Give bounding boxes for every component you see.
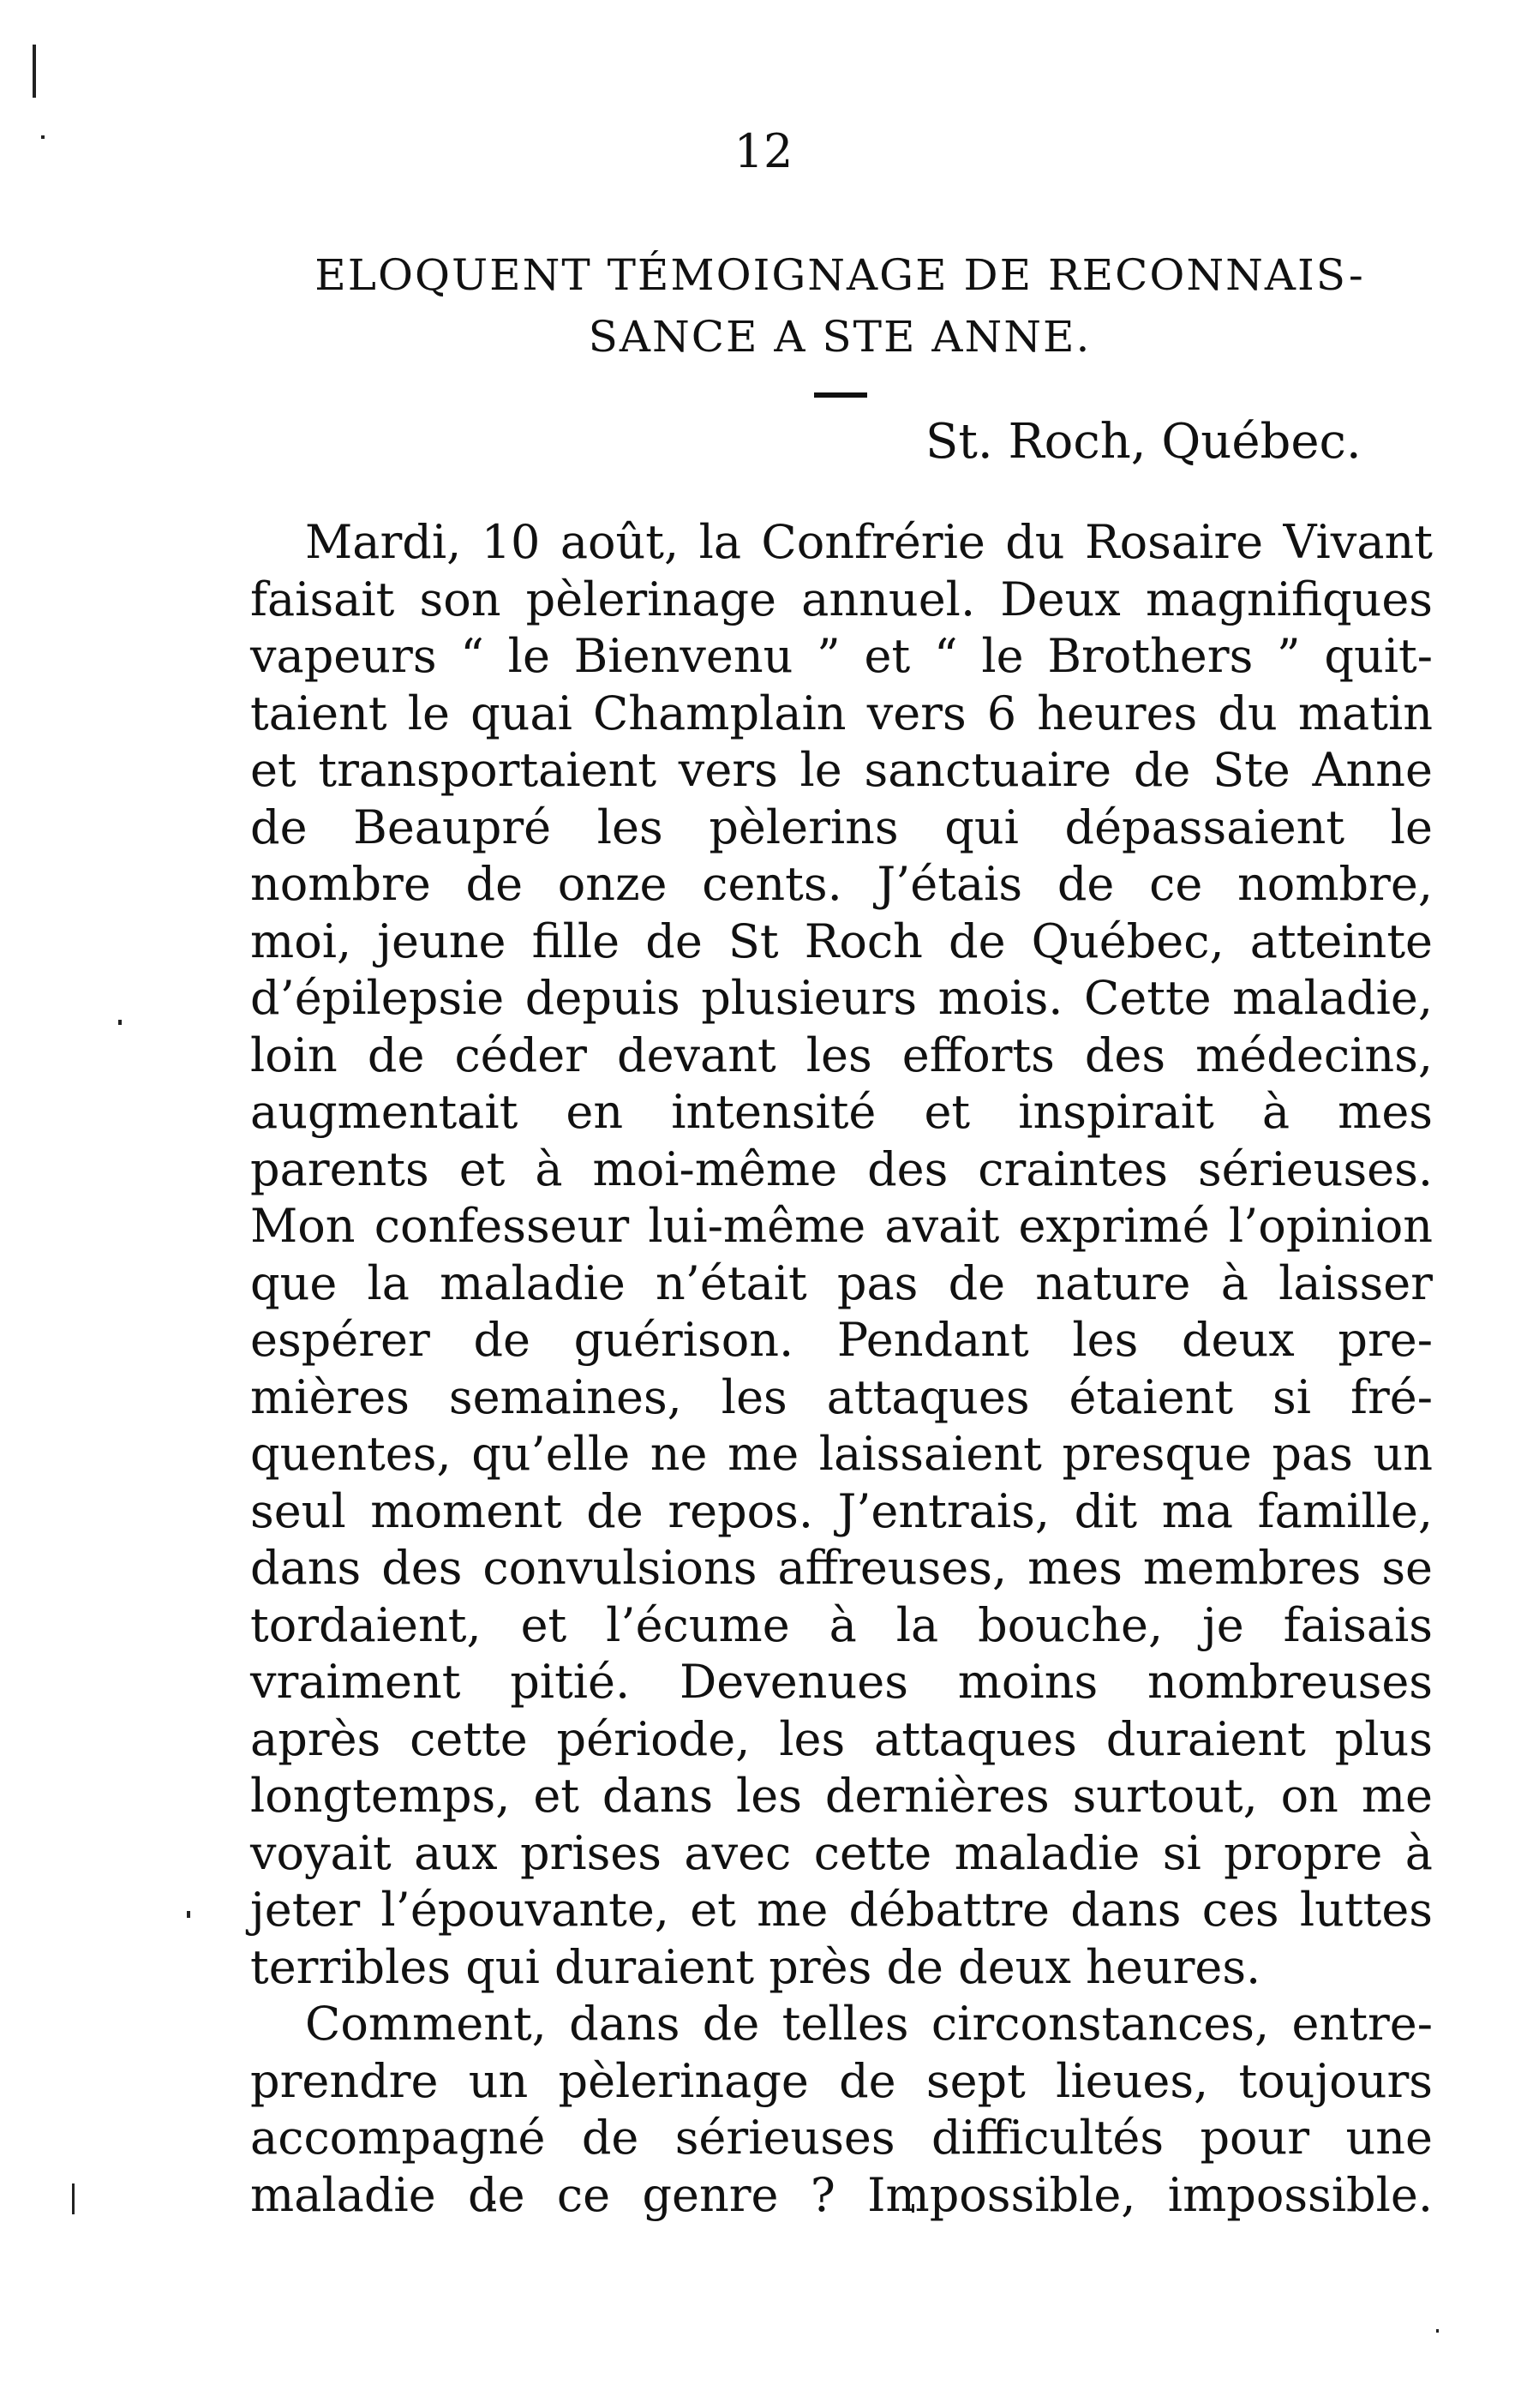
text-line: parents et à moi-même des craintes sérieuses. bbox=[250, 1141, 1433, 1196]
text-line: moi, jeune fille de St Roch de Québec, atteinte bbox=[250, 913, 1433, 968]
text-line: espérer de guérison. Pendant les deux pre- bbox=[250, 1313, 1433, 1367]
article-heading bbox=[240, 244, 1440, 368]
text-line: loin de céder devant les efforts des médecins, bbox=[250, 1027, 1433, 1082]
text-line: que la maladie n’était pas de nature à laisser bbox=[250, 1255, 1433, 1310]
heading-separator bbox=[814, 392, 867, 398]
margin-mark bbox=[187, 1911, 190, 1918]
margin-mark bbox=[33, 45, 36, 98]
text-line: jeter l’épouvante, et me débattre dans ces luttes bbox=[250, 1883, 1433, 1937]
text-line: Mardi, 10 août, la Confrérie du Rosaire Vivant bbox=[305, 515, 1433, 569]
text-line: nombre de onze cents. J’étais de ce nombre, bbox=[250, 857, 1433, 911]
text-line: Comment, dans de telles circonstances, entre- bbox=[305, 1997, 1433, 2051]
margin-mark bbox=[1436, 2329, 1439, 2333]
text-line: vapeurs “ le Bienvenu ” et “ le Brothers ” quit- bbox=[250, 629, 1433, 683]
text-line: dans des convulsions affreuses, mes membres se bbox=[250, 1541, 1433, 1595]
text-line: maladie de ce genre ? Impossible, impossible. bbox=[250, 2167, 1433, 2222]
margin-mark bbox=[118, 1020, 122, 1025]
text-line: accompagné de sérieuses difficultés pour une bbox=[250, 2111, 1433, 2165]
margin-mark bbox=[72, 2183, 75, 2214]
text-line: prendre un pèlerinage de sept lieues, toujours bbox=[250, 2053, 1433, 2108]
text-line: de Beaupré les pèlerins qui dépassaient le bbox=[250, 800, 1433, 854]
text-line: longtemps, et dans les dernières surtout, on me bbox=[250, 1769, 1433, 1823]
place-line: St. Roch, Québec. bbox=[925, 414, 1362, 470]
body-text bbox=[250, 514, 1433, 2224]
text-line: seul moment de repos. J’entrais, dit ma famille, bbox=[250, 1483, 1433, 1538]
text-line: et transportaient vers le sanctuaire de Ste Anne bbox=[250, 743, 1433, 797]
page-number: 12 bbox=[734, 124, 793, 178]
text-line: après cette période, les attaques duraient plus bbox=[250, 1711, 1433, 1766]
text-line: tordaient, et l’écume à la bouche, je faisais bbox=[250, 1597, 1433, 1652]
text-line: taient le quai Champlain vers 6 heures du matin bbox=[250, 686, 1433, 740]
text-line: mières semaines, les attaques étaient si fré- bbox=[250, 1369, 1433, 1424]
text-line: quentes, qu’elle ne me laissaient presque pas un bbox=[250, 1427, 1433, 1481]
text-line: vraiment pitié. Devenues moins nombreuses bbox=[250, 1655, 1433, 1709]
text-line: d’épilepsie depuis plusieurs mois. Cette maladie, bbox=[250, 971, 1433, 1025]
text-line: Mon confesseur lui-même avait exprimé l’opinion bbox=[250, 1199, 1433, 1253]
text-line: augmentait en intensité et inspirait à mes bbox=[250, 1085, 1433, 1139]
heading-line: SANCE A STE ANNE. bbox=[588, 312, 1092, 362]
text-line: voyait aux prises avec cette maladie si propre à bbox=[250, 1825, 1433, 1880]
text-line: terribles qui duraient près de deux heures. bbox=[250, 1939, 1261, 1994]
heading-line: ELOQUENT TÉMOIGNAGE DE RECONNAIS- bbox=[314, 250, 1365, 300]
text-line: faisait son pèlerinage annuel. Deux magnifiques bbox=[250, 572, 1433, 626]
